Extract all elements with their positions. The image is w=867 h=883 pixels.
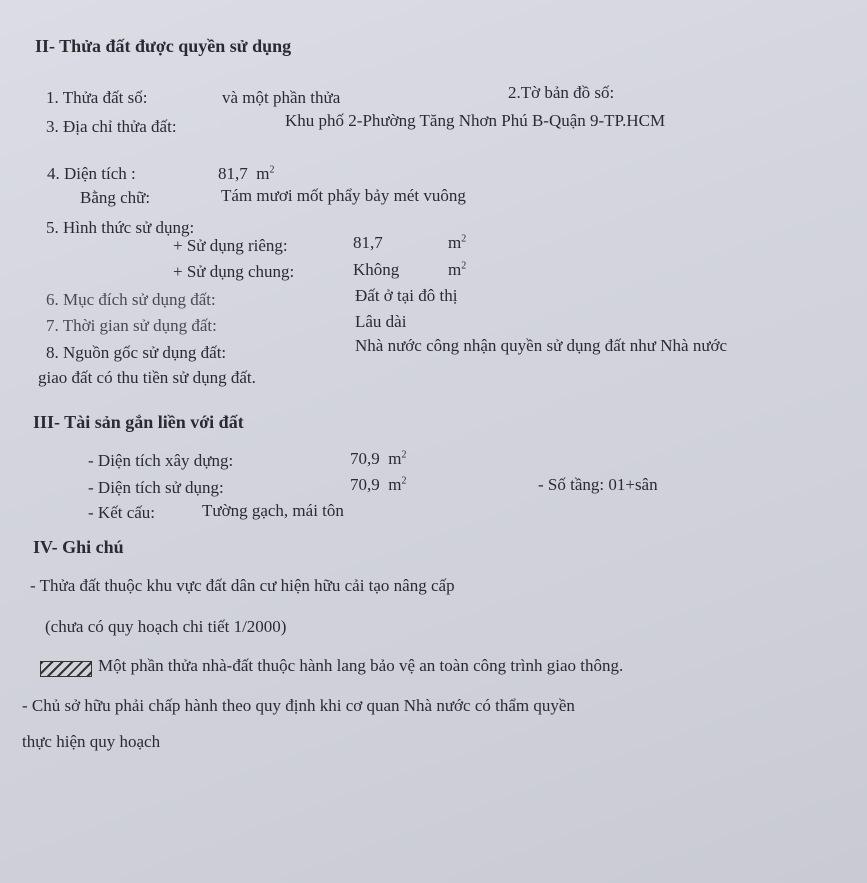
building-area-unit: m — [388, 449, 402, 468]
area-unit-exponent: 2 — [269, 164, 275, 176]
private-use-unit-text: m — [448, 233, 462, 252]
shared-use-unit-exponent: 2 — [461, 260, 467, 272]
private-use-unit-exponent: 2 — [461, 233, 467, 245]
land-origin-value-line2: giao đất có thu tiền sử dụng đất. — [38, 368, 256, 387]
structure-label: - Kết cấu: — [88, 503, 156, 522]
land-purpose-value: Đất ở tại đô thị — [355, 286, 458, 305]
shared-use-unit — [448, 260, 466, 280]
private-use-value: 81,7 — [353, 233, 383, 252]
usage-term-label: 7. Thời gian sử dụng đất: — [46, 316, 217, 335]
area-in-words-value: Tám mươi mốt phẩy bảy mét vuông — [221, 186, 466, 205]
building-area-unit-exponent: 2 — [401, 449, 407, 461]
private-use-label: + Sử dụng riêng: — [173, 236, 288, 255]
area-in-words-label: Bằng chữ: — [80, 188, 151, 207]
note-3-line2: thực hiện quy hoạch — [22, 732, 161, 751]
usage-form-label: 5. Hình thức sử dụng: — [46, 218, 195, 237]
floor-area-number: 70,9 — [350, 475, 380, 494]
hatched-legend-swatch — [40, 661, 92, 677]
land-purpose-label: 6. Mục đích sử dụng đất: — [46, 290, 216, 309]
shared-use-label: + Sử dụng chung: — [173, 262, 295, 281]
floor-area-unit-exponent: 2 — [401, 475, 407, 487]
land-origin-value: Nhà nước công nhận quyền sử dụng đất như Nhà nước — [355, 336, 728, 355]
building-area-value — [350, 449, 406, 469]
floor-area-unit: m — [388, 475, 402, 494]
floor-area-value — [350, 475, 406, 495]
parcel-number-label: 1. Thửa đất số: — [46, 88, 148, 107]
building-area-label: - Diện tích xây dựng: — [88, 451, 234, 470]
note-1-detail: (chưa có quy hoạch chi tiết 1/2000) — [45, 617, 287, 636]
area-label: 4. Diện tích : — [47, 164, 136, 183]
note-1: - Thửa đất thuộc khu vực đất dân cư hiện hữu cải tạo nâng cấp — [30, 576, 455, 595]
note-3: - Chủ sở hữu phải chấp hành theo quy định khi cơ quan Nhà nước có thẩm quyền — [22, 696, 575, 715]
address-label: 3. Địa chỉ thửa đất: — [46, 117, 177, 136]
section-iv-title: IV- Ghi chú — [33, 537, 124, 557]
land-origin-label: 8. Nguồn gốc sử dụng đất: — [46, 343, 227, 362]
shared-use-value: Không — [353, 260, 400, 279]
section-iii-title: III- Tài sản gắn liền với đất — [33, 412, 244, 432]
shared-use-unit-text: m — [448, 260, 462, 279]
usage-term-value: Lâu dài — [355, 312, 407, 331]
structure-value: Tường gạch, mái tôn — [202, 501, 344, 520]
area-value — [218, 164, 274, 184]
parcel-part-text: và một phần thửa — [222, 88, 341, 107]
private-use-unit — [448, 233, 466, 253]
map-sheet-label: 2.Tờ bản đồ số: — [508, 83, 615, 102]
area-number: 81,7 — [218, 164, 248, 183]
address-value: Khu phố 2-Phường Tăng Nhơn Phú B-Quận 9-TP.HCM — [285, 111, 666, 130]
floor-count: - Số tầng: 01+sân — [538, 475, 658, 494]
note-2: Một phần thửa nhà-đất thuộc hành lang bảo vệ an toàn công trình giao thông. — [98, 656, 624, 675]
area-unit: m — [256, 164, 270, 183]
section-ii-title: II- Thửa đất được quyền sử dụng — [35, 36, 292, 56]
floor-area-label: - Diện tích sử dụng: — [88, 478, 224, 497]
building-area-number: 70,9 — [350, 449, 380, 468]
